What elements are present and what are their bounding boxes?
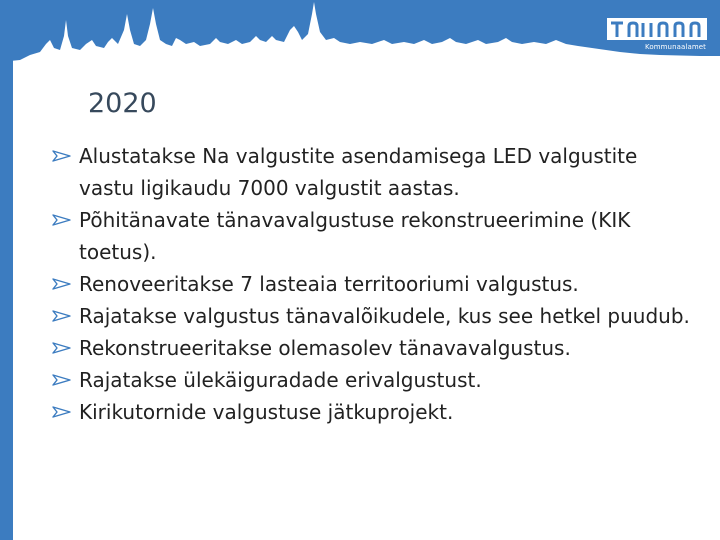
bullet-item [52, 364, 692, 396]
bullet-item [52, 204, 692, 268]
wedge-bullet-icon [52, 149, 72, 163]
wedge-bullet-icon [52, 213, 72, 227]
bullet-text: Rekonstrueeritakse olemasolev tänavavalgustus. [79, 336, 571, 360]
bullet-text: Renoveeritakse 7 lasteaia territooriumi valgustus. [79, 272, 579, 296]
wedge-bullet-icon [52, 341, 72, 355]
bullet-item [52, 332, 692, 364]
slide-title: 2020 [88, 88, 157, 119]
org-name-label: Kommunaalamet [645, 43, 707, 51]
bullet-text: Kirikutornide valgustuse jätkuprojekt. [79, 400, 454, 424]
bullet-text: Alustatakse Na valgustite asendamisega LED valgustite vastu ligikaudu 7000 valgustit aastas. [79, 144, 638, 200]
bullet-item [52, 140, 692, 204]
bullet-item [52, 300, 692, 332]
wedge-bullet-icon [52, 309, 72, 323]
bullet-list [52, 140, 692, 428]
left-accent-bar [0, 0, 13, 540]
bullet-text: Põhitänavate tänavavalgustuse rekonstrueerimine (KIK toetus). [79, 208, 631, 264]
bullet-item [52, 268, 692, 300]
bullet-text: Rajatakse valgustus tänavalõikudele, kus see hetkel puudub. [79, 304, 690, 328]
header-banner [0, 0, 720, 68]
bullet-text: Rajatakse ülekäiguradade erivalgustust. [79, 368, 482, 392]
bullet-item [52, 396, 692, 428]
wedge-bullet-icon [52, 405, 72, 419]
wedge-bullet-icon [52, 277, 72, 291]
wedge-bullet-icon [52, 373, 72, 387]
